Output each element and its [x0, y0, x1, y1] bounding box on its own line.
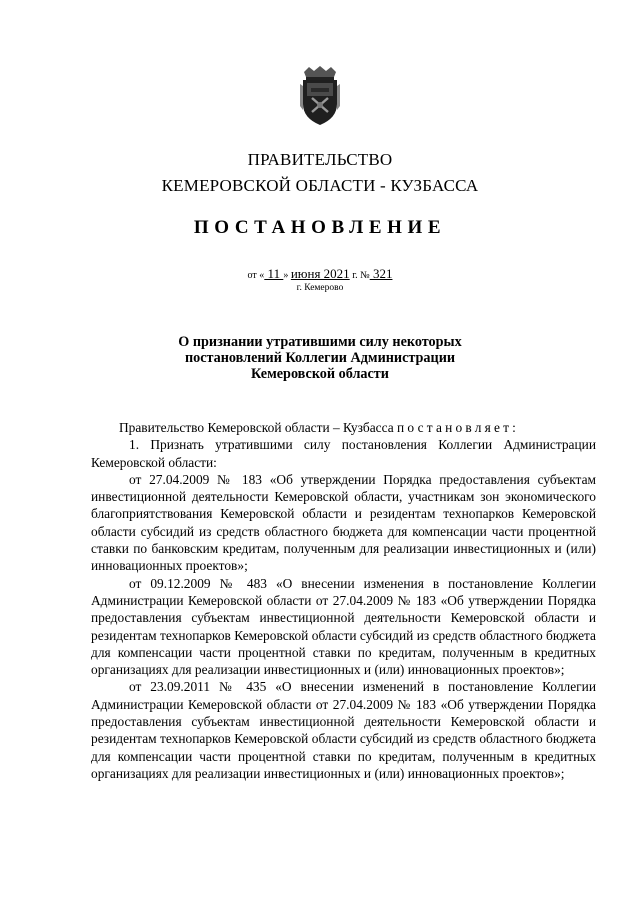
date-day: 11 [264, 266, 284, 281]
title-line1: О признании утратившими силу некоторых [178, 334, 462, 350]
date-number-line [0, 266, 640, 282]
paragraph-1: от 27.04.2009 № 183 «Об утверждении Порядка предоставления субъектам инвестиционной деятельности Кемеровской области, участникам зон экономического благоприятствования Кемеровской области и резидентам технопарков Кемеровской области субсидий из средств областного бюджета для компенсации части процентной ставки по банковским кредитам, полученным для реализации инвестиционных и (или) инновационных проектов»; [91, 471, 596, 574]
intro-paragraph [91, 419, 596, 436]
document-body [91, 419, 596, 782]
item-1: 1. Признать утратившими силу постановления Коллегии Администрации Кемеровской области: [91, 437, 596, 470]
paragraph-3: от 23.09.2011 № 435 «О внесении изменений в постановление Коллегии Администрации Кемеровской области от 27.04.2009 № 183 «Об утверждении Порядка предоставления субъектам инвестиционной деятельности Кемеровской области и резидентам технопарков Кемеровской области субсидий из средств областного бюджета для компенсации части процентной ставки по кредитам, полученным в кредитных организациях для реализации инвестиционных и (или) инновационных проектов»; [91, 679, 596, 781]
document-number: 321 [369, 266, 393, 281]
document-type: ПОСТАНОВЛЕНИЕ [193, 217, 447, 238]
date-month-year: июня 2021 [290, 266, 350, 281]
title-line3: Кемеровской области [251, 366, 389, 382]
paragraph-2: от 09.12.2009 № 483 «О внесении изменения в постановление Коллегии Администрации Кемеровской области от 27.04.2009 № 183 «Об утверждении Порядка предоставления субъектам инвестиционной деятельности Кемеровской области и резидентам технопарков Кемеровской области субсидий из средств областного бюджета для компенсации части процентной ставки по кредитам, полученным в кредитных организациях для реализации инвестиционных и (или) инновационных проектов»; [91, 575, 596, 678]
date-prefix: от « [247, 270, 265, 281]
intro-decree-word: постановляет: [397, 420, 520, 435]
date-mid: » [283, 270, 291, 281]
government-name-line2: КЕМЕРОВСКОЙ ОБЛАСТИ - КУЗБАССА [161, 176, 479, 195]
coat-of-arms-emblem [298, 66, 342, 126]
intro-text: Правительство Кемеровской области – Кузбасса [119, 420, 398, 435]
city-label: г. Кемерово [296, 283, 344, 293]
title-line2: постановлений Коллегии Администрации [184, 350, 456, 366]
number-prefix: г. № [349, 270, 370, 281]
government-name-line1: ПРАВИТЕЛЬСТВО [247, 150, 393, 169]
document-title [120, 334, 520, 382]
